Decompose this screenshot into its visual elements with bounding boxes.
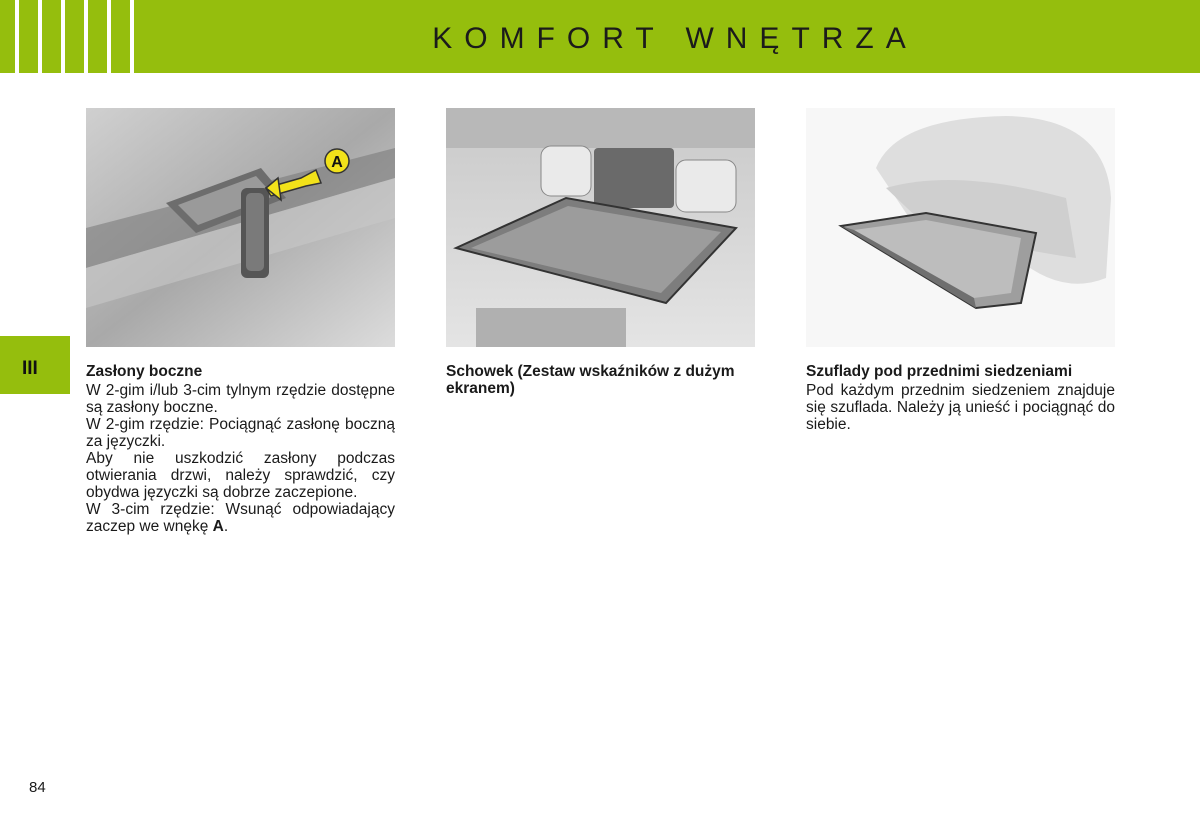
header-stripe (130, 0, 134, 73)
side-blinds-paragraph: Aby nie uszkodzić zasłony podczas otwierania drzwi, należy sprawdzić, czy obydwa języczki są dobrze zaczepione. (86, 450, 395, 501)
header-stripe (107, 0, 111, 73)
side-blinds-paragraph (86, 501, 395, 535)
marker-reference: A (212, 518, 224, 535)
marker-a-label: A (331, 154, 343, 171)
side-blinds-section (86, 363, 395, 535)
header-stripe (15, 0, 19, 73)
page-title: KOMFORT WNĘTRZA (432, 22, 918, 55)
side-blinds-paragraph: W 2-gim i/lub 3-cim tylnym rzędzie dostępne są zasłony boczne. (86, 382, 395, 416)
header-stripe (84, 0, 88, 73)
header-stripe (61, 0, 65, 73)
paragraph-text: W 3-cim rzędzie: Wsunąć odpowiadający zaczep we wnękę (86, 501, 395, 535)
header-stripe (38, 0, 42, 73)
side-blind-photo (86, 108, 395, 347)
side-blinds-paragraph: W 2-gim rzędzie: Pociągnąć zasłonę boczną za języczki. (86, 416, 395, 450)
storage-section (446, 363, 755, 399)
storage-compartment-photo (446, 108, 755, 347)
header-band (0, 0, 1200, 73)
side-blinds-heading: Zasłony boczne (86, 363, 203, 380)
section-tab-label: III (22, 358, 38, 379)
paragraph-text: . (223, 518, 229, 535)
seat-drawer-photo (806, 108, 1115, 347)
storage-heading: Schowek (Zestaw wskaźników z dużym ekranem) (446, 363, 735, 397)
drawer-section (806, 363, 1115, 433)
drawer-heading: Szuflady pod przednimi siedzeniami (806, 363, 1073, 380)
drawer-paragraph: Pod każdym przednim siedzeniem znajduje się szuflada. Należy ją unieść i pociągnąć do siebie. (806, 382, 1115, 433)
page-number: 84 (29, 779, 46, 796)
